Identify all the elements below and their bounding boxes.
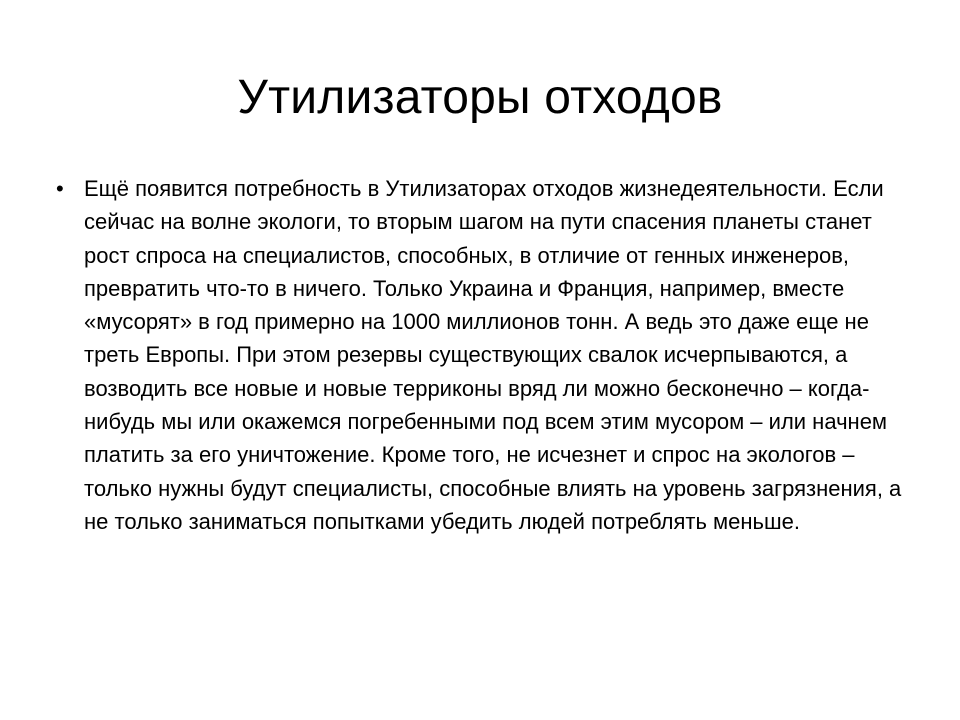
bullet-item [56, 172, 916, 538]
slide-content [56, 172, 916, 632]
slide-title: Утилизаторы отходов [237, 71, 723, 124]
bullet-text: Ещё появится потребность в Утилизаторах отходов жизнедеятельности. Если сейчас на волне экологи, то вторым шагом на пути спасения планеты станет рост спроса на специалистов, способных, в отличие от генных инженеров, превратить что-то в ничего. Только Украина и Франция, например, вместе «мусорят» в год примерно на 1000 миллионов тонн. А ведь это даже еще не треть Европы. При этом резервы существующих свалок исчерпываются, а возводить все новые и новые терриконы вряд ли можно бесконечно – когда-нибудь мы или окажемся погребенными под всем этим мусором – или начнем платить за его уничтожение. Кроме того, не исчезнет и спрос на экологов –только нужны будут специалисты, способные влиять на уровень загрязнения, а не только заниматься попытками убедить людей потреблять меньше. [84, 176, 902, 534]
bullet-dot-icon: • [56, 176, 64, 201]
